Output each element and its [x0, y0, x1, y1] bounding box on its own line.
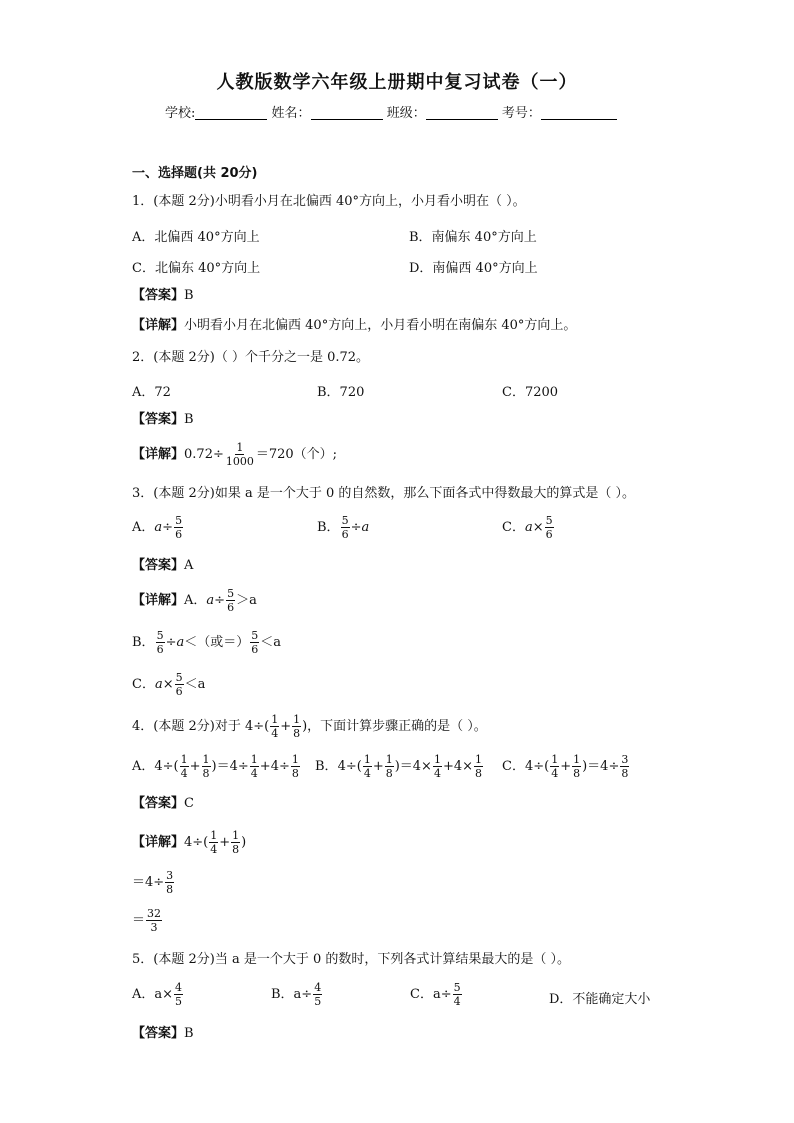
q5-option-d: D．不能确定大小: [549, 992, 651, 1007]
class-label: 班级：: [386, 106, 426, 121]
q4-option-b: B．4÷( $\frac{1}{4}$ + $\frac{1}{8}$ )＝4× $\frac{1}{4}$ +4× $\frac{1}{8}$: [315, 753, 483, 780]
fraction: $\frac{5}{6}$: [251, 629, 259, 656]
q5-option-c: C．a÷ $\frac{5}{4}$: [410, 981, 461, 1008]
q2-detail: 【详解】0.72÷ $\frac{1}{1000}$ ＝720（个）;: [132, 441, 338, 468]
fraction: $\frac{1}{4}$: [250, 753, 258, 780]
q3-option-b: B． $\frac{5}{6}$ ÷a: [317, 514, 370, 541]
q2-option-c: C．7200: [502, 385, 559, 400]
question-1-stem: 1．(本题 2分)小明看小月在北偏西 40°方向上，小月看小明在（ ）。: [132, 194, 526, 209]
question-2-stem: 2．(本题 2分)（ ）个千分之一是 0.72。: [132, 350, 370, 365]
q3-detail-a: 【详解】A．a÷ $\frac{5}{6}$ ＞a: [132, 587, 257, 614]
fraction: $\frac{1}{4}$: [210, 829, 218, 856]
fraction: $\frac{1}{8}$: [573, 753, 581, 780]
q3-option-a: A．a÷ $\frac{5}{6}$: [132, 514, 183, 541]
fraction: $\frac{1}{8}$: [232, 829, 240, 856]
q4-detail-2: ＝4÷ $\frac{3}{8}$: [132, 869, 174, 896]
q4-detail-3: ＝ $\frac{32}{3}$: [132, 907, 162, 934]
q3-detail-b: B． $\frac{5}{6}$ ÷a＜（或＝） $\frac{5}{6}$ ＜a: [132, 629, 282, 656]
school-label: 学校:: [165, 106, 196, 121]
q1-option-d: D．南偏西 40°方向上: [409, 261, 538, 276]
fraction: $\frac{32}{3}$: [147, 907, 162, 934]
fraction: $\frac{5}{6}$: [156, 629, 164, 656]
fraction: $\frac{1}{8}$: [293, 713, 301, 740]
q1-option-a: A．北偏西 40°方向上: [132, 230, 260, 245]
section-heading: 一、选择题(共 20分): [132, 166, 258, 181]
fraction: $\frac{5}{6}$: [341, 514, 349, 541]
q1-detail: 【详解】小明看小月在北偏西 40°方向上，小月看小明在南偏东 40°方向上。: [132, 318, 577, 333]
question-3-stem: 3．(本题 2分)如果 a 是一个大于 0 的自然数，那么下面各式中得数最大的算式是（ ）。: [132, 486, 636, 501]
fraction: $\frac{4}{5}$: [175, 981, 183, 1008]
fraction: $\frac{1}{1000}$: [225, 441, 254, 468]
question-4-stem: 4．(本题 2分)对于 4÷( $\frac{1}{4}$ + $\frac{1}{8}$ )，下面计算步骤正确的是（ ）。: [132, 713, 487, 740]
fraction: $\frac{1}{8}$: [385, 753, 393, 780]
q3-detail-c: C．a× $\frac{5}{6}$ ＜a: [132, 671, 206, 698]
q4-option-c: C．4÷( $\frac{1}{4}$ + $\frac{1}{8}$ )＝4÷ $\frac{3}{8}$: [502, 753, 629, 780]
q2-option-a: A．72: [132, 385, 171, 400]
page-title: 人教版数学六年级上册期中复习试卷（一）: [216, 72, 578, 93]
fraction: $\frac{5}{6}$: [175, 671, 183, 698]
student-info-line: [165, 102, 617, 121]
q1-answer: 【答案】B: [132, 288, 194, 303]
question-5-stem: 5．(本题 2分)当 a 是一个大于 0 的数时，下列各式计算结果最大的是（ ）。: [132, 952, 571, 967]
q2-option-b: B．720: [317, 385, 365, 400]
q1-option-c: C．北偏东 40°方向上: [132, 261, 261, 276]
fraction: $\frac{5}{4}$: [453, 981, 461, 1008]
fraction: $\frac{1}{4}$: [180, 753, 188, 780]
q4-answer: 【答案】C: [132, 796, 194, 811]
name-blank: [311, 119, 383, 120]
fraction: $\frac{5}{6}$: [545, 514, 553, 541]
q5-option-b: B．a÷ $\frac{4}{5}$: [271, 981, 322, 1008]
school-blank: [195, 119, 267, 120]
exam-no-label: 考号：: [501, 106, 541, 121]
fraction: $\frac{1}{4}$: [271, 713, 279, 740]
fraction: $\frac{1}{4}$: [551, 753, 559, 780]
q3-option-c: C．a× $\frac{5}{6}$: [502, 514, 553, 541]
fraction: $\frac{1}{4}$: [433, 753, 441, 780]
q3-answer: 【答案】A: [132, 558, 194, 573]
q2-answer: 【答案】B: [132, 412, 194, 427]
name-label: 姓名：: [271, 106, 311, 121]
fraction: $\frac{3}{8}$: [621, 753, 629, 780]
fraction: $\frac{5}{6}$: [175, 514, 183, 541]
q4-detail-1: 【详解】4÷( $\frac{1}{4}$ + $\frac{1}{8}$ ): [132, 829, 247, 856]
fraction: $\frac{1}{8}$: [291, 753, 299, 780]
q1-option-b: B．南偏东 40°方向上: [409, 230, 537, 245]
exam-no-blank: [541, 119, 617, 120]
fraction: $\frac{4}{5}$: [314, 981, 322, 1008]
fraction: $\frac{3}{8}$: [166, 869, 174, 896]
fraction: $\frac{1}{4}$: [363, 753, 371, 780]
q5-answer: 【答案】B: [132, 1026, 194, 1041]
fraction: $\frac{1}{8}$: [475, 753, 483, 780]
class-blank: [426, 119, 498, 120]
fraction: $\frac{1}{8}$: [202, 753, 210, 780]
q4-option-a: A．4÷( $\frac{1}{4}$ + $\frac{1}{8}$ )＝4÷ $\frac{1}{4}$ +4÷ $\frac{1}{8}$: [132, 753, 299, 780]
fraction: $\frac{5}{6}$: [227, 587, 235, 614]
q5-option-a: A．a× $\frac{4}{5}$: [132, 981, 183, 1008]
